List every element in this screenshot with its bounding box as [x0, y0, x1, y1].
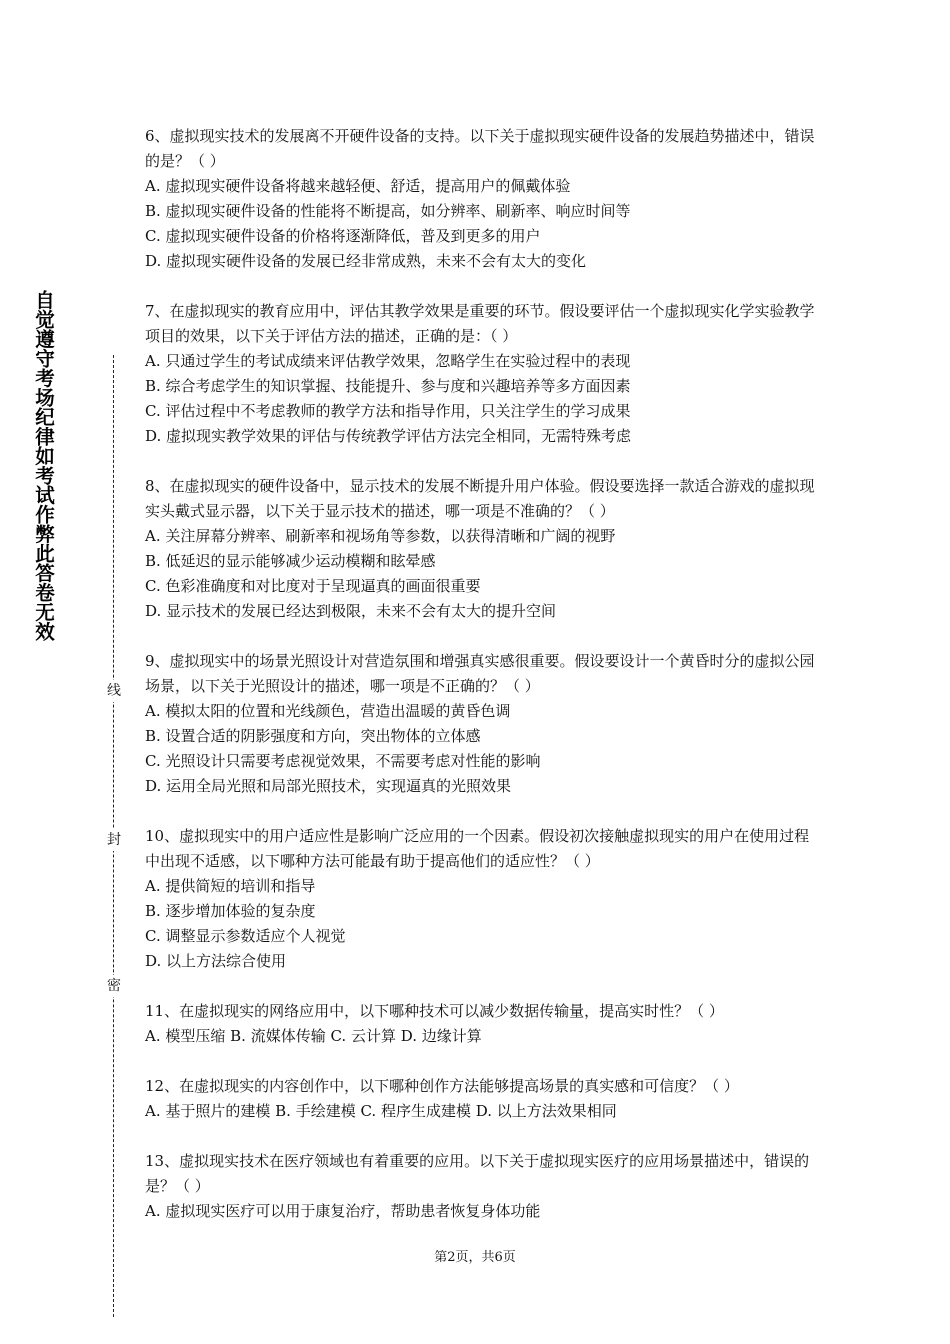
question-12 [145, 1074, 815, 1124]
exam-discipline-notice: 自觉遵守考场纪律如考试作弊此答卷无效 [32, 290, 55, 641]
question-stem: 6、虚拟现实技术的发展离不开硬件设备的支持。以下关于虚拟现实硬件设备的发展趋势描述中，错误的是？（ ） [145, 127, 815, 170]
answer-option: B. 虚拟现实硬件设备的性能将不断提高，如分辨率、刷新率、响应时间等 [145, 202, 631, 220]
binding-label-mi: 密 [104, 975, 124, 997]
question-13 [145, 1149, 815, 1224]
binding-label-xian: 线 [104, 680, 124, 702]
question-stem: 7、在虚拟现实的教育应用中，评估其教学效果是重要的环节。假设要评估一个虚拟现实化学实验教学项目的效果，以下关于评估方法的描述，正确的是：（ ） [145, 302, 815, 345]
question-8 [145, 474, 815, 624]
question-10 [145, 824, 815, 974]
question-9 [145, 649, 815, 799]
answer-option: A. 基于照片的建模 B. 手绘建模 C. 程序生成建模 D. 以上方法效果相同 [145, 1102, 617, 1120]
answer-option: C. 调整显示参数适应个人视觉 [145, 927, 346, 945]
answer-option: A. 只通过学生的考试成绩来评估教学效果，忽略学生在实验过程中的表现 [145, 352, 631, 370]
answer-option: A. 提供简短的培训和指导 [145, 877, 316, 895]
answer-option: B. 低延迟的显示能够减少运动模糊和眩晕感 [145, 552, 436, 570]
question-7 [145, 299, 815, 449]
question-stem: 9、虚拟现实中的场景光照设计对营造氛围和增强真实感很重要。假设要设计一个黄昏时分的虚拟公园场景，以下关于光照设计的描述，哪一项是不正确的？（ ） [145, 652, 815, 695]
answer-option: C. 评估过程中不考虑教师的教学方法和指导作用，只关注学生的学习成果 [145, 402, 631, 420]
answer-option: B. 逐步增加体验的复杂度 [145, 902, 316, 920]
answer-option: C. 虚拟现实硬件设备的价格将逐渐降低，普及到更多的用户 [145, 227, 541, 245]
answer-option: C. 色彩准确度和对比度对于呈现逼真的画面很重要 [145, 577, 481, 595]
answer-option: D. 虚拟现实硬件设备的发展已经非常成熟，未来不会有太大的变化 [145, 252, 587, 270]
answer-option: C. 光照设计只需要考虑视觉效果，不需要考虑对性能的影响 [145, 752, 541, 770]
answer-option: B. 设置合适的阴影强度和方向，突出物体的立体感 [145, 727, 481, 745]
answer-option: D. 虚拟现实教学效果的评估与传统教学评估方法完全相同，无需特殊考虑 [145, 427, 632, 445]
question-stem: 8、在虚拟现实的硬件设备中，显示技术的发展不断提升用户体验。假设要选择一款适合游戏的虚拟现实头戴式显示器，以下关于显示技术的描述，哪一项是不准确的？（ ） [145, 477, 815, 520]
question-11 [145, 999, 815, 1049]
answer-option: B. 综合考虑学生的知识掌握、技能提升、参与度和兴趣培养等多方面因素 [145, 377, 631, 395]
answer-option: D. 运用全局光照和局部光照技术，实现逼真的光照效果 [145, 777, 512, 795]
question-stem: 13、虚拟现实技术在医疗领域也有着重要的应用。以下关于虚拟现实医疗的应用场景描述中，错误的是？（ ） [145, 1152, 810, 1195]
answer-option: A. 模型压缩 B. 流媒体传输 C. 云计算 D. 边缘计算 [145, 1027, 482, 1045]
answer-option: A. 虚拟现实硬件设备将越来越轻便、舒适，提高用户的佩戴体验 [145, 177, 571, 195]
question-list [145, 124, 815, 1249]
answer-option: A. 模拟太阳的位置和光线颜色，营造出温暖的黄昏色调 [145, 702, 511, 720]
page-number: 第2页，共6页 [434, 1250, 516, 1265]
question-stem: 11、在虚拟现实的网络应用中，以下哪种技术可以减少数据传输量，提高实时性？（ ） [145, 1002, 724, 1020]
binding-label-feng: 封 [104, 829, 124, 851]
answer-option: D. 以上方法综合使用 [145, 952, 287, 970]
answer-option: A. 关注屏幕分辨率、刷新率和视场角等参数，以获得清晰和广阔的视野 [145, 527, 616, 545]
answer-option: A. 虚拟现实医疗可以用于康复治疗，帮助患者恢复身体功能 [145, 1202, 541, 1220]
answer-option: D. 显示技术的发展已经达到极限，未来不会有太大的提升空间 [145, 602, 557, 620]
question-stem: 12、在虚拟现实的内容创作中，以下哪种创作方法能够提高场景的真实感和可信度？（ ） [145, 1077, 739, 1095]
question-stem: 10、虚拟现实中的用户适应性是影响广泛应用的一个因素。假设初次接触虚拟现实的用户在使用过程中出现不适感，以下哪种方法可能最有助于提高他们的适应性？（ ） [145, 827, 810, 870]
question-6 [145, 124, 815, 274]
